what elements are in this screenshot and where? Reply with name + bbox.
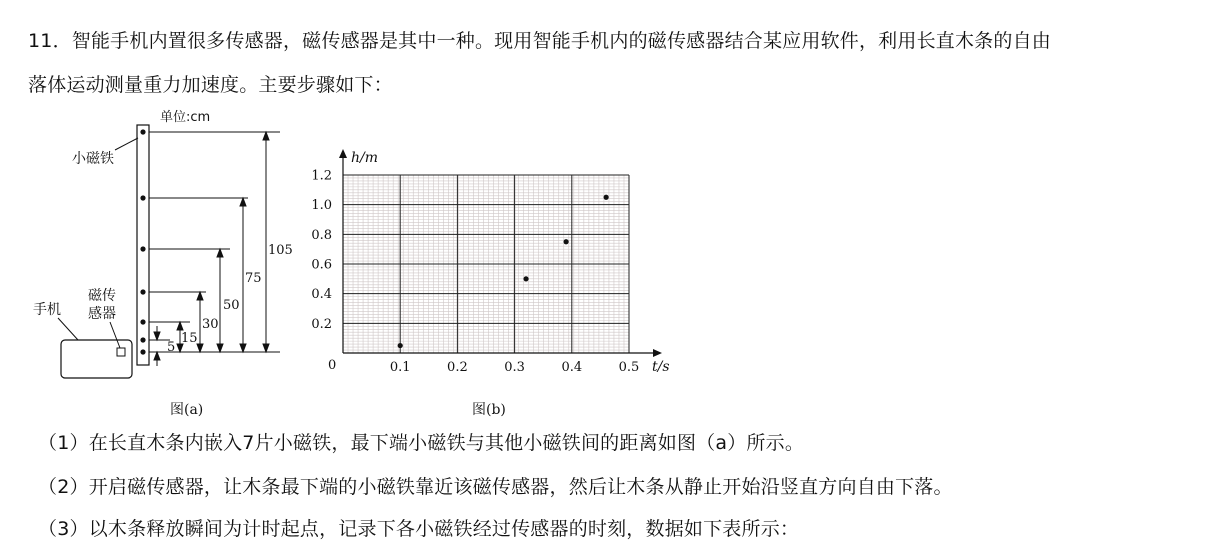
question-line-1: 11．智能手机内置很多传感器，磁传感器是其中一种。现用智能手机内的磁传感器结合某应用软件，利用长直木条的自由 <box>28 30 1051 52</box>
magnet <box>140 349 145 354</box>
y-tick-label: 0.8 <box>311 227 332 243</box>
figure-a-caption: 图(a) <box>170 402 204 418</box>
distance-15: 15 <box>181 331 198 346</box>
y-axis-label: h/m <box>351 150 379 166</box>
x-tick-label: 0.3 <box>504 360 525 375</box>
x-tick-label: 0.4 <box>561 360 583 375</box>
phone-label: 手机 <box>33 302 61 318</box>
step-2: （2）开启磁传感器，让木条最下端的小磁铁靠近该磁传感器，然后让木条从静止开始沿竖直方向自由下落。 <box>38 476 953 498</box>
magnet <box>140 129 145 134</box>
magnet-label: 小磁铁 <box>72 151 114 167</box>
wooden-bar <box>137 125 149 365</box>
data-point <box>398 343 403 348</box>
data-point <box>563 239 568 244</box>
unit-label: 单位:cm <box>160 110 211 125</box>
question-line-2: 落体运动测量重力加速度。主要步骤如下： <box>28 74 393 96</box>
x-axis-arrow <box>653 349 662 357</box>
figure-b-chart <box>300 95 680 425</box>
x-tick-label: 0.2 <box>447 360 468 375</box>
chart-points <box>398 195 609 349</box>
magnet <box>140 195 145 200</box>
distance-50: 50 <box>223 298 240 313</box>
x-tick-label: 0.5 <box>618 360 640 375</box>
sensor-label-line2: 感器 <box>88 306 116 322</box>
distance-5: 5 <box>167 340 176 355</box>
sensor-label-line1: 磁传 <box>88 288 116 304</box>
y-tick-label: 0.2 <box>311 316 332 332</box>
y-tick-label: 0.6 <box>311 257 332 273</box>
figure-b-caption: 图(b) <box>472 402 506 418</box>
magnet-dots <box>140 129 145 354</box>
magnet <box>140 319 145 324</box>
data-point <box>523 276 528 281</box>
origin-label: 0 <box>328 358 337 373</box>
y-tick-label: 1.2 <box>311 168 332 184</box>
step-3: （3）以木条释放瞬间为计时起点，记录下各小磁铁经过传感器的时刻，数据如下表所示： <box>38 518 800 540</box>
magnet <box>140 246 145 251</box>
distance-30: 30 <box>202 317 219 332</box>
chart-axes <box>339 149 662 357</box>
y-axis-arrow <box>339 149 347 158</box>
phone <box>61 340 132 378</box>
step-1: （1）在长直木条内嵌入7片小磁铁，最下端小磁铁与其他小磁铁间的距离如图（a）所示。 <box>38 432 805 454</box>
distance-105: 105 <box>268 243 293 258</box>
x-axis-label: t/s <box>652 359 670 375</box>
y-tick-label: 1.0 <box>311 198 332 214</box>
magnet <box>140 337 145 342</box>
x-tick-label: 0.1 <box>389 360 411 375</box>
distance-75: 75 <box>245 271 262 286</box>
data-point <box>604 195 609 200</box>
sensor-square <box>117 348 125 356</box>
y-tick-label: 0.4 <box>311 287 332 303</box>
magnet <box>140 289 145 294</box>
